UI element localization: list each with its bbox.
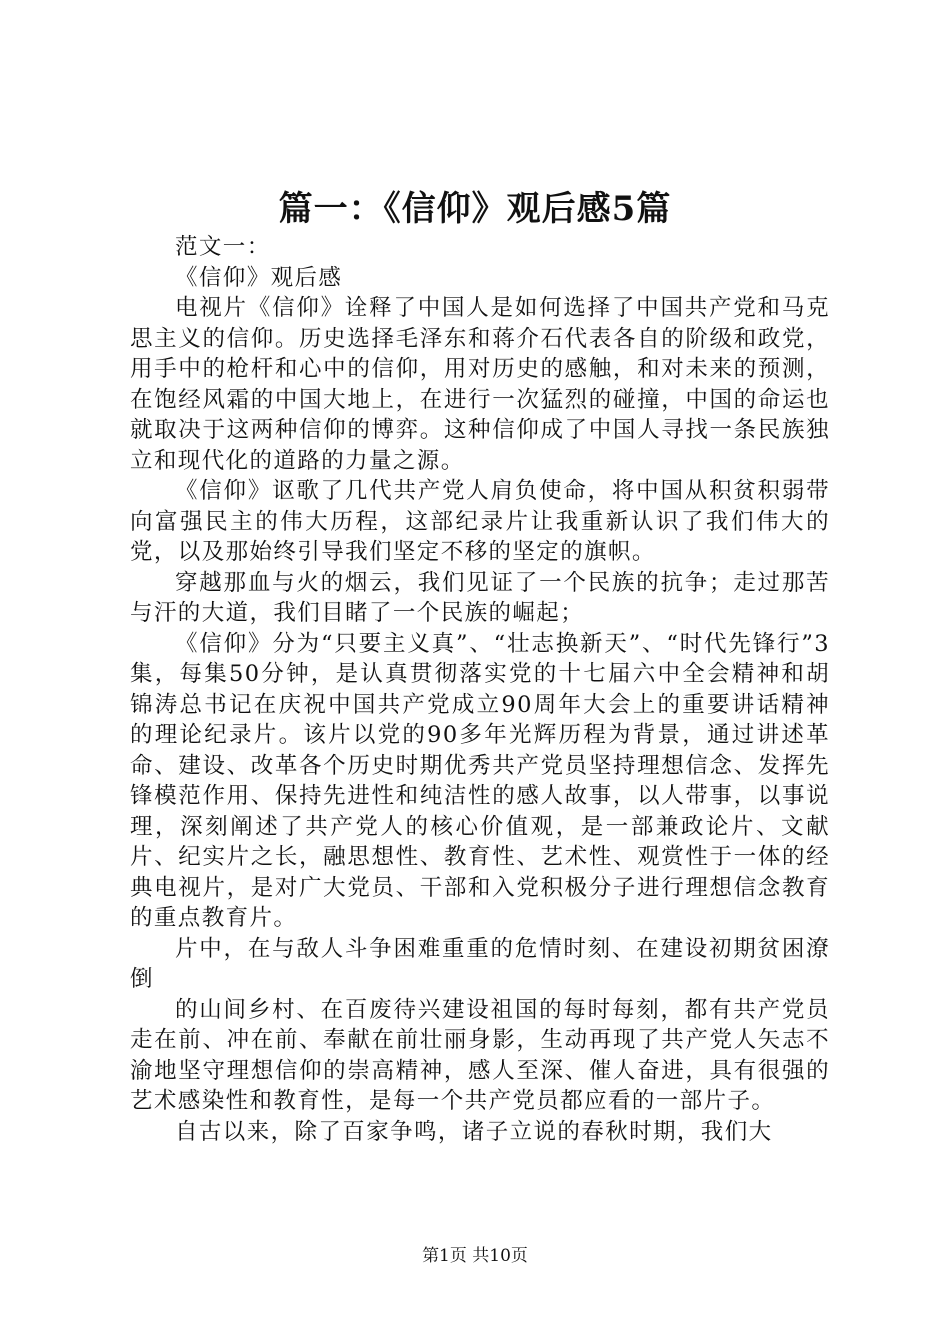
paragraph-intro: 范文一： <box>175 234 271 260</box>
paragraph: 《信仰》分为“只要主义真”、“壮志换新天”、“时代先锋行”3集，每集50分钟，是认真贯彻落实党的十七届六中全会精神和胡锦涛总书记在庆祝中国共产党成立90周年大会上的重要讲话精神的理论纪录片。该片以党的90多年光辉历程为背景，通过讲述革命、建设、改革各个历史时期优秀共产党员坚持理想信念、发挥先锋模范作用、保持先进性和纯洁性的感人故事，以人带事，以事说理，深刻阐述了共产党人的核心价值观，是一部兼政论片、文献片、纪实片之长，融思想性、教育性、艺术性、观赏性于一体的经典电视片，是对广大党员、干部和入党积极分子进行理想信念教育的重点教育片。 <box>130 630 830 931</box>
paragraph-subtitle: 《信仰》观后感 <box>175 264 343 291</box>
paragraph: 片中，在与敌人斗争困难重重的危情时刻、在建设初期贫困潦倒 <box>130 935 830 992</box>
paragraph: 《信仰》讴歌了几代共产党人肩负使命，将中国从积贫积弱带向富强民主的伟大历程，这部纪录片让我重新认识了我们伟大的党，以及那始终引导我们坚定不移的坚定的旗帜。 <box>130 478 830 565</box>
document-body <box>130 232 830 1147</box>
paragraph: 的山间乡村、在百废待兴建设祖国的每时每刻，都有共产党员走在前、冲在前、奉献在前壮丽身影，生动再现了共产党人矢志不渝地坚守理想信仰的崇高精神，感人至深、催人奋进，具有很强的艺术感染性和教育性，是每一个共产党员都应看的一部片子。 <box>130 996 830 1114</box>
paragraph: 自古以来，除了百家争鸣，诸子立说的春秋时期，我们大 <box>175 1118 773 1145</box>
document-title: 篇一：《信仰》观后感5篇 <box>278 189 672 229</box>
paragraph: 电视片《信仰》诠释了中国人是如何选择了中国共产党和马克思主义的信仰。历史选择毛泽东和蒋介石代表各自的阶级和政党，用手中的枪杆和心中的信仰，用对历史的感触，和对未来的预测，在饱经风霜的中国大地上，在进行一次猛烈的碰撞，中国的命运也就取决于这两种信仰的博弈。这种信仰成了中国人寻找一条民族独立和现代化的道路的力量之源。 <box>130 295 830 474</box>
paragraph: 穿越那血与火的烟云，我们见证了一个民族的抗争；走过那苦与汗的大道，我们目睹了一个民族的崛起； <box>130 569 830 626</box>
page-number-footer: 第1页 共10页 <box>422 1246 528 1266</box>
